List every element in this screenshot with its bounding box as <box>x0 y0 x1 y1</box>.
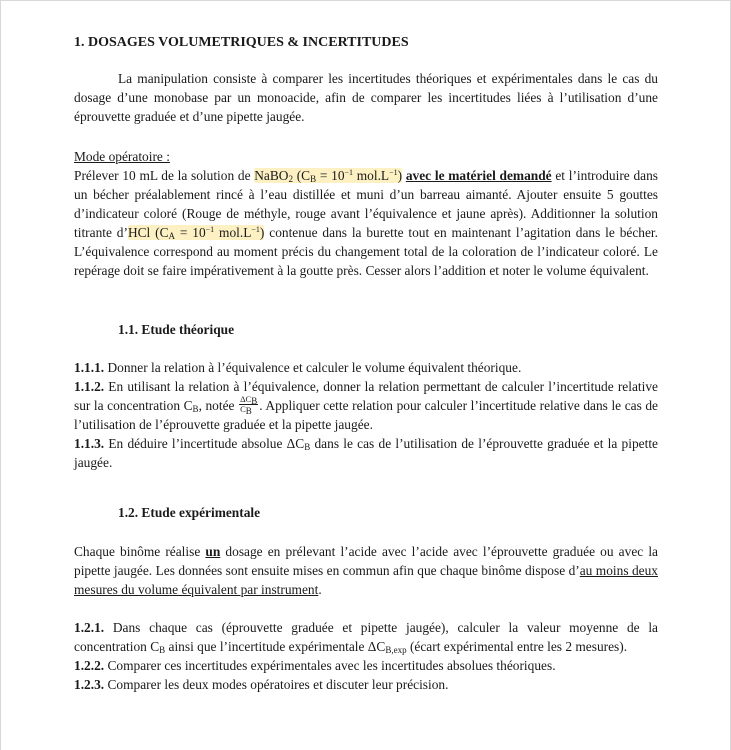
cb-open: (C <box>292 168 311 183</box>
question-text: Donner la relation à l’équivalence et calculer le volume équivalent théorique. <box>104 360 522 375</box>
cb-sub: B <box>192 404 199 415</box>
question-number: 1.1.1. <box>74 360 105 375</box>
frac-den: C <box>240 403 246 414</box>
experimental-intro-paragraph <box>74 542 658 599</box>
hcl-highlight <box>128 225 264 240</box>
subsection-title-theorique: 1.1. Etude théorique <box>118 322 235 337</box>
cb-unit-exp: −1 <box>389 168 398 177</box>
question-number: 1.2.1. <box>74 620 105 635</box>
cb-sub: B <box>310 174 317 184</box>
question-number: 1.2.2. <box>74 658 105 674</box>
cb-sub: B <box>304 442 311 453</box>
question-number: 1.1.3. <box>74 436 105 452</box>
un-emphasis: un <box>205 544 221 559</box>
question-text: Dans chaque cas (éprouvette graduée et pipette jaugée), calculer la valeur moyenne de la concentration C <box>74 620 658 655</box>
cb-unit: mol.L <box>353 168 390 183</box>
exp-text-1: Chaque binôme réalise <box>74 544 206 559</box>
subsection-title-experimentale: 1.2. Etude expérimentale <box>118 505 261 520</box>
question-text: . Appliquer cette relation pour calculer l’incertitude relative dans le cas de l’utilisation de l’éprouvette graduée et la pipette jaugée. <box>74 398 659 433</box>
experimental-questions <box>74 618 658 694</box>
question-1-2-1 <box>74 618 658 656</box>
ca-sub: A <box>168 231 176 242</box>
frac-num: ΔC <box>240 393 252 404</box>
ca-unit: mol.L <box>214 225 252 241</box>
question-1-2-2 <box>74 656 658 675</box>
ca-unit-exp: −1 <box>251 225 260 235</box>
fraction-denominator <box>239 405 258 414</box>
question-text: Comparer ces incertitudes expérimentales avec les incertitudes absolues théoriques. <box>104 658 556 674</box>
relative-uncertainty-fraction <box>239 395 258 414</box>
question-text: En utilisant la relation à l’équivalence, donner la relation permettant de calculer l’incertitude relative sur la concentration C <box>74 379 658 414</box>
nabo2-highlight <box>254 168 402 183</box>
question-1-1-2 <box>74 377 658 434</box>
cb-close: ) <box>397 168 403 183</box>
mode-operatoire-paragraph <box>74 166 658 281</box>
ca-exp: −1 <box>205 225 215 235</box>
cb-sub: B <box>159 645 166 656</box>
question-text: , notée <box>198 398 239 414</box>
exp-text-2: dosage en prélevant l’acide avec l’acide avec l’éprouvette graduée ou avec la pipette jaugée. Les données sont ensuite mises en commun afin que chaque binôme dispose d’ <box>74 544 658 579</box>
section-title: 1. DOSAGES VOLUMETRIQUES & INCERTITUDES <box>74 35 409 50</box>
mode-operatoire-title: Mode opératoire : <box>74 149 170 164</box>
cb-exp: −1 <box>344 168 354 177</box>
question-1-1-1 <box>74 358 658 377</box>
nabo2-label: NaBO <box>254 168 289 183</box>
mode-text-1: Prélever 10 mL de la solution de <box>74 168 255 183</box>
question-1-1-3 <box>74 434 658 472</box>
question-1-2-3 <box>74 675 658 694</box>
question-number: 1.1.2. <box>74 379 105 395</box>
hcl-label: HCl (C <box>127 225 169 241</box>
frac-den-sub: B <box>245 405 252 416</box>
question-text: En déduire l’incertitude absolue ΔC <box>104 436 305 452</box>
question-text: Comparer les deux modes opératoires et discuter leur précision. <box>104 677 449 693</box>
question-text: (écart expérimental entre les 2 mesures). <box>406 639 628 655</box>
cb-exp-sub: B,exp <box>385 645 407 656</box>
mode-text-3: contenue dans la burette tout en maintenant l’agitation dans le bécher. L’équivalence correspond au moment précis du changement total de la coloration de l’indicateur coloré. Le repérage doit se faire impérativement à la goutte près. Cesser alors l’addition et noter le volume équivalent. <box>74 225 658 279</box>
materiel-demande: avec le matériel demandé <box>405 168 552 183</box>
intro-paragraph: La manipulation consiste à comparer les incertitudes théoriques et expérimentales dans le cas du dosage d’une monobase par un monoacide, afin de comparer les incertitudes liées à l’utilisation d’une éprouvette graduée et d’une pipette jaugée. <box>74 71 658 125</box>
question-text: dans le cas de l’utilisation de l’éprouvette graduée et la pipette jaugée. <box>74 436 658 471</box>
frac-num-sub: B <box>251 395 258 406</box>
nabo2-sub: 2 <box>288 174 293 184</box>
ca-eq: = 10 <box>175 225 206 241</box>
ca-close: ) <box>259 225 265 241</box>
question-text: ainsi que l’incertitude expérimentale ΔC <box>165 639 386 655</box>
cb-eq: = 10 <box>316 168 345 183</box>
mode-text-2: et l’introduire dans un bécher préalablement rincé à l’eau distillée et muni d’un barreau aimanté. Ajouter ensuite 5 gouttes d’indicateur coloré (Rouge de méthyle, rouge avant l’équivalence et jaune après). Additionner la solution titrante d’ <box>74 168 658 241</box>
exp-text-3: . <box>318 582 322 598</box>
deux-mesures-underline: au moins deux mesures du volume équivalent par instrument <box>74 563 658 598</box>
theory-questions <box>74 358 658 473</box>
question-number: 1.2.3. <box>74 677 105 693</box>
